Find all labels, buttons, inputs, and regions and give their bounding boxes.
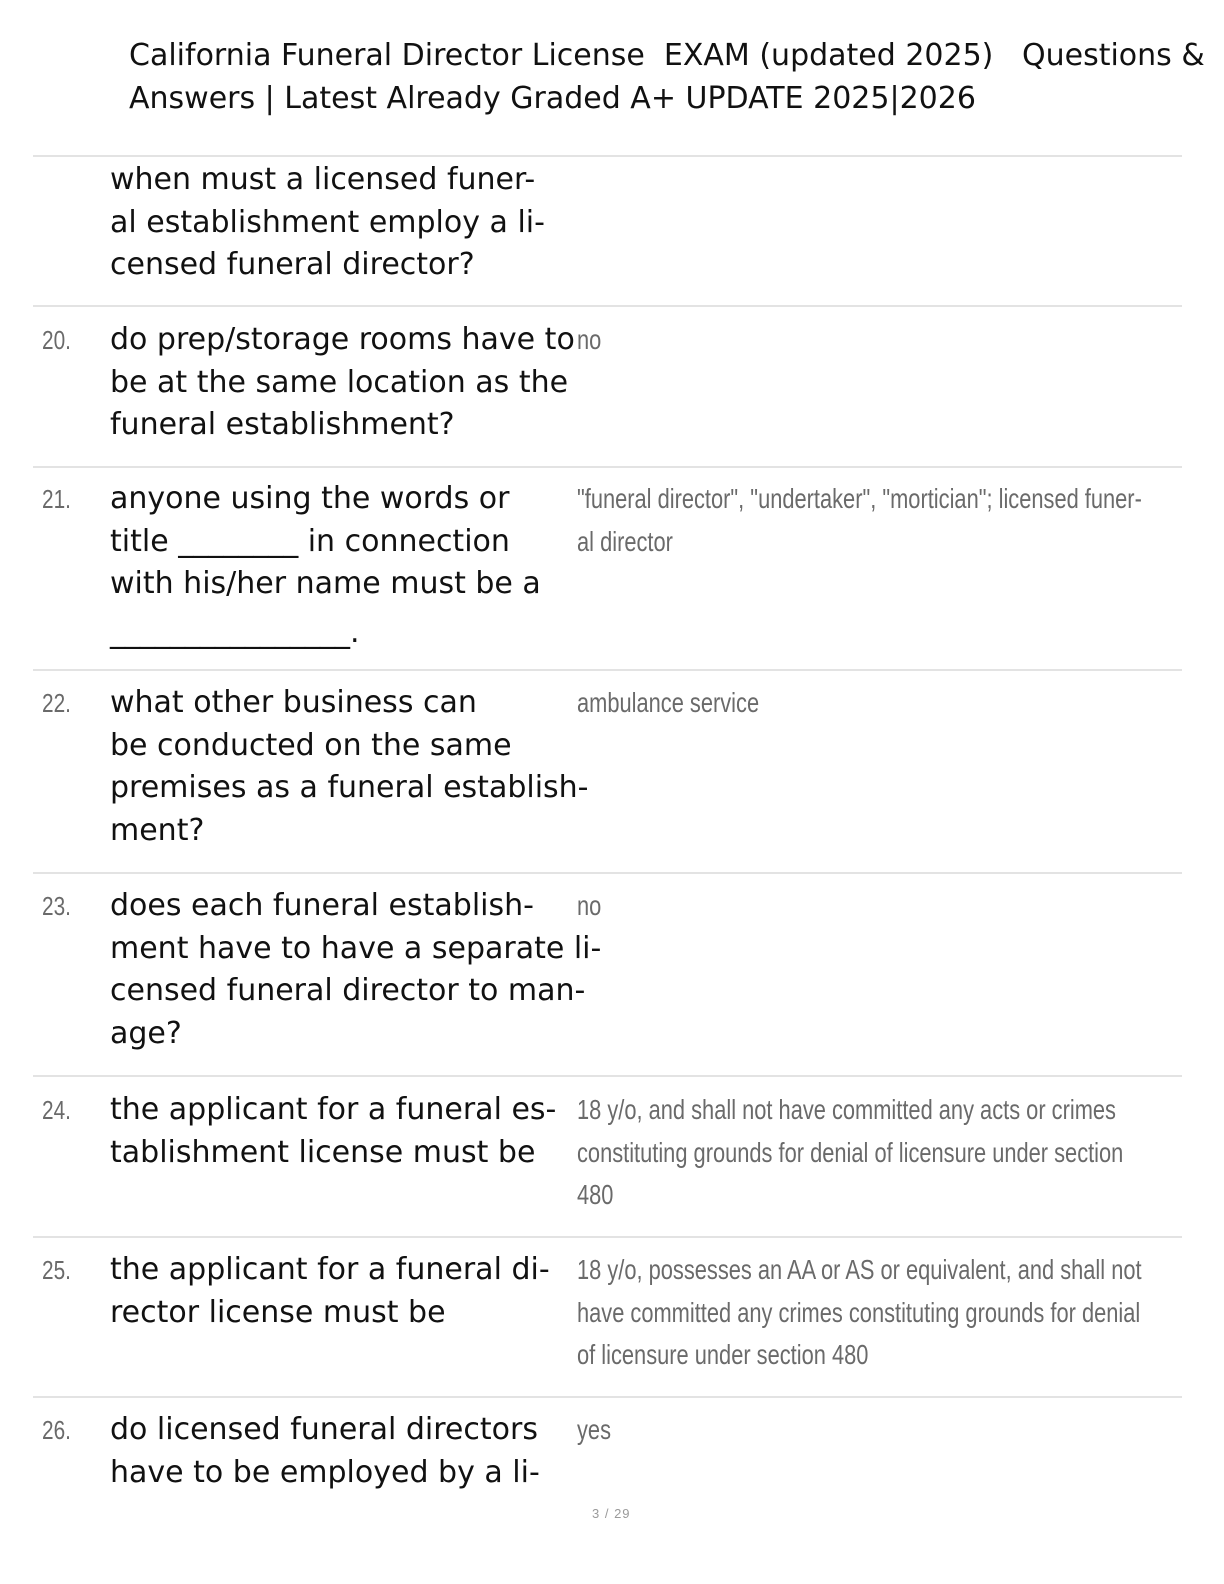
divider: [33, 155, 1182, 157]
question-line: ment?: [110, 812, 205, 848]
question-line: premises as a funeral establish-: [110, 770, 589, 805]
divider: [33, 305, 1182, 307]
question-line: ment have to have a separate li-: [110, 930, 602, 966]
question-line: the applicant for a funeral es-: [110, 1092, 557, 1127]
question-line: censed funeral director to man-: [110, 973, 586, 1008]
question-text: [110, 1409, 575, 1494]
question-number: 24.: [42, 1095, 71, 1125]
answer-line: have committed any crimes constituting grounds for denial: [577, 1296, 1141, 1328]
question-line: anyone using the words or: [110, 481, 510, 516]
question-line: does each funeral establish-: [110, 888, 534, 923]
answer-line: no: [577, 324, 602, 355]
answer-text: [577, 478, 1142, 563]
page-number: 3 / 29: [592, 1506, 631, 1521]
answer-line: "funeral director", "undertaker", "mortician"; licensed funer-: [577, 483, 1142, 514]
question-number: 25.: [42, 1255, 71, 1285]
question-number: 22.: [42, 688, 71, 718]
answer-text: [577, 1249, 1142, 1377]
answer-line: 18 y/o, possesses an AA or AS or equivalent, and shall not: [577, 1254, 1142, 1285]
question-number: 20.: [42, 325, 71, 355]
question-line: censed funeral director?: [110, 247, 475, 282]
question-line: be conducted on the same: [110, 727, 512, 763]
question-line: rector license must be: [110, 1294, 446, 1330]
question-line: be at the same location as the: [110, 364, 569, 400]
question-text: [110, 478, 575, 654]
answer-text: [577, 885, 601, 928]
question-line: title ________ in connection: [110, 523, 510, 559]
question-line: ________________.: [110, 614, 360, 650]
question-line: do prep/storage rooms have to: [110, 322, 575, 357]
question-number: 21.: [42, 484, 71, 514]
answer-text: [577, 1409, 611, 1452]
question-line: with his/her name must be a: [110, 566, 541, 601]
divider: [33, 872, 1182, 874]
question-line: the applicant for a funeral di-: [110, 1252, 550, 1287]
question-line: age?: [110, 1015, 182, 1051]
answer-line: 480: [577, 1179, 614, 1210]
question-text: [110, 159, 575, 287]
question-line: al establishment employ a li-: [110, 204, 545, 240]
question-text: [110, 1089, 575, 1174]
answer-text: [577, 319, 601, 362]
question-line: tablishment license must be: [110, 1134, 536, 1170]
divider: [33, 1075, 1182, 1077]
question-number: 26.: [42, 1415, 71, 1445]
divider: [33, 669, 1182, 671]
question-text: [110, 682, 589, 852]
question-line: when must a licensed funer-: [110, 162, 536, 197]
answer-line: ambulance service: [577, 687, 760, 718]
answer-line: al director: [577, 525, 673, 557]
answer-line: yes: [577, 1414, 611, 1445]
question-line: funeral establishment?: [110, 407, 455, 442]
document-title: [129, 34, 1205, 120]
question-number: 23.: [42, 891, 71, 921]
question-line: do licensed funeral directors: [110, 1412, 538, 1447]
divider: [33, 1396, 1182, 1398]
answer-line: no: [577, 890, 602, 921]
answer-text: [577, 682, 759, 725]
divider: [33, 1236, 1182, 1238]
divider: [33, 466, 1182, 468]
answer-line: of licensure under section 480: [577, 1339, 869, 1370]
answer-line: 18 y/o, and shall not have committed any acts or crimes: [577, 1094, 1116, 1125]
question-text: [110, 319, 575, 447]
title-line-1: California Funeral Director License EXAM (updated 2025) Questions &: [129, 38, 1205, 73]
title-line-2: Answers | Latest Already Graded A+ UPDATE 2025|2026: [129, 81, 976, 116]
answer-line: constituting grounds for denial of licensure under section: [577, 1136, 1124, 1168]
question-line: what other business can: [110, 685, 477, 720]
question-line: have to be employed by a li-: [110, 1454, 540, 1490]
question-text: [110, 1249, 575, 1334]
answer-text: [577, 1089, 1123, 1217]
